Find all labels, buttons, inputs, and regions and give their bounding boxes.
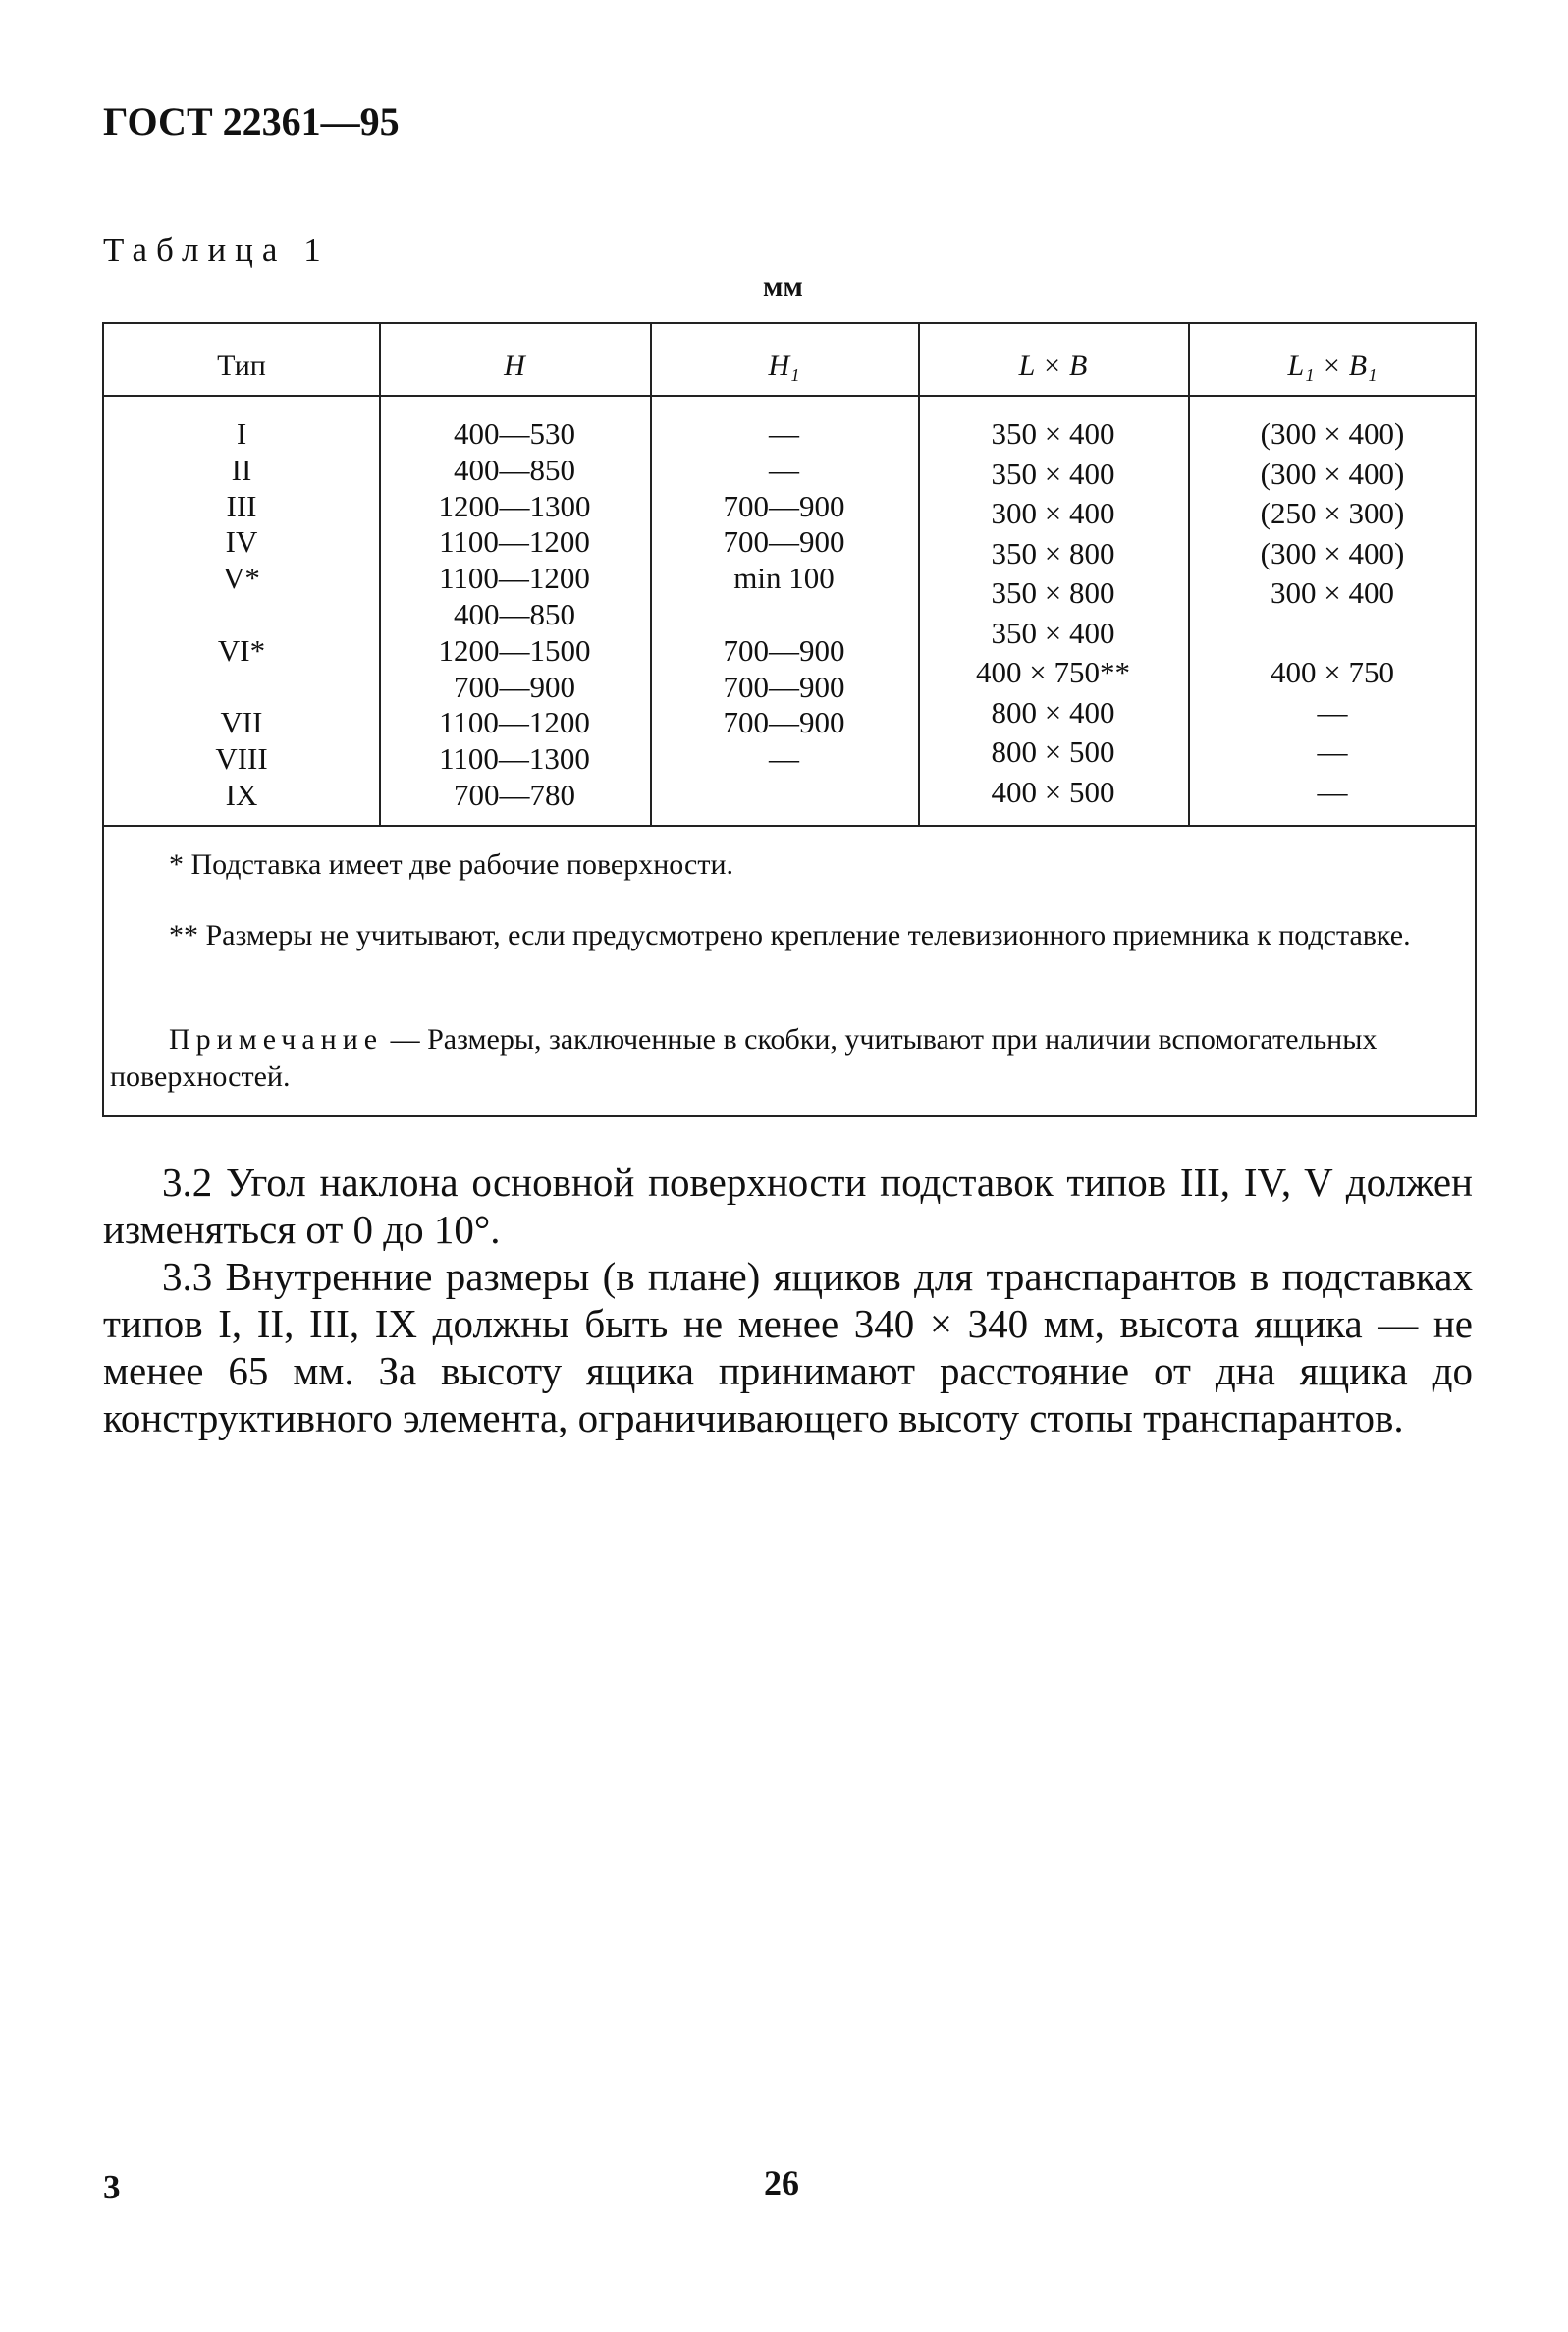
table-cell: 700—900 <box>723 632 845 668</box>
footnote-1: * Подставка имеет две рабочие поверхности. <box>169 848 734 881</box>
table-cell: — <box>1317 774 1348 809</box>
table-cell: 1200—1300 <box>438 488 591 523</box>
body-rule <box>104 825 1475 827</box>
table-cell: 1200—1500 <box>438 632 591 668</box>
table-cell: 1100—1200 <box>439 561 590 596</box>
table-cell: 350 × 800 <box>991 535 1115 570</box>
table-cell: VII <box>220 705 263 740</box>
paragraph-3-3 <box>103 1253 1473 1441</box>
header-type: Тип <box>217 350 266 382</box>
table-cell: min 100 <box>733 561 835 596</box>
header-h1: H₁ <box>768 350 800 382</box>
column-l1b1 <box>1188 414 1477 812</box>
table-cell <box>650 597 918 633</box>
table-cell: 400—850 <box>454 452 575 487</box>
table-cell <box>104 597 379 633</box>
table-cell: VIII <box>215 741 268 777</box>
header-rule <box>104 395 1475 397</box>
table-units: мм <box>763 270 803 302</box>
header-l1b1: L₁ × B₁ <box>1287 350 1378 382</box>
page-number: 26 <box>764 2163 799 2202</box>
table-cell: 1100—1200 <box>439 524 590 560</box>
table-cell: 700—900 <box>723 524 845 560</box>
table-cell: IV <box>225 524 258 560</box>
note-text: — Размеры, заключенные в скобки, учитывают при наличии вспомогательных поверхностей. <box>110 1023 1378 1093</box>
table-cell: 1100—1200 <box>439 705 590 740</box>
table-cell: 700—900 <box>723 669 845 704</box>
table-cell: 400 × 750** <box>976 655 1130 689</box>
paragraph-3-3-text: 3.3 Внутренние размеры (в плане) ящиков для транспарантов в подставках типов I, II, III, IX должны быть не менее 340 × 340 мм, высота ящика — не менее 65 мм. За высоту ящика принимают расстояние от дна ящика до конструктивного элемента, ограничивающего высоту стопы транспарантов. <box>103 1254 1473 1440</box>
table-cell: — <box>1317 694 1348 730</box>
spec-table <box>102 322 1477 1117</box>
table-cell: — <box>769 416 799 451</box>
table-cell: 1100—1300 <box>439 741 590 777</box>
table-cell: 700—900 <box>454 669 575 704</box>
table-cell: 350 × 400 <box>991 456 1115 491</box>
table-cell: 700—780 <box>454 777 575 812</box>
paragraph-3-2 <box>103 1159 1473 1253</box>
document-code: ГОСТ 22361—95 <box>103 99 400 143</box>
table-cell: — <box>769 741 799 777</box>
table-cell: V* <box>223 561 260 596</box>
table-cell: (300 × 400) <box>1260 456 1405 491</box>
table-cell: 400—530 <box>454 416 575 451</box>
table-cell: (300 × 400) <box>1260 416 1405 451</box>
column-h <box>379 416 650 814</box>
table-cell: 400—850 <box>454 596 575 631</box>
table-cell <box>1188 614 1477 654</box>
note-label: Примечание <box>169 1023 384 1056</box>
header-lb: L × B <box>1018 350 1088 382</box>
table-cell: I <box>236 416 247 451</box>
table-cell: 700—900 <box>723 488 845 523</box>
table-cell: — <box>769 452 799 487</box>
table-cell: 300 × 400 <box>1271 575 1394 610</box>
table-cell <box>650 778 918 814</box>
column-lb <box>918 414 1188 812</box>
table-cell: II <box>231 452 252 487</box>
table-cell: VI* <box>217 632 266 668</box>
table-cell <box>104 670 379 706</box>
table-cell: 800 × 500 <box>991 734 1115 769</box>
table-cell: 700—900 <box>723 705 845 740</box>
table-cell: 800 × 400 <box>991 694 1115 730</box>
table-cell: 300 × 400 <box>991 496 1115 530</box>
table-cell: (250 × 300) <box>1260 496 1405 530</box>
table-cell: IX <box>225 777 258 812</box>
header-h: H <box>504 350 525 382</box>
paragraph-3-2-text: 3.2 Угол наклона основной поверхности подставок типов III, IV, V должен изменяться от 0 до 10°. <box>103 1160 1473 1252</box>
table-caption: Таблица 1 <box>103 231 330 269</box>
corner-mark: 3 <box>103 2168 121 2206</box>
table-cell: (300 × 400) <box>1260 535 1405 570</box>
table-cell: 400 × 750 <box>1271 655 1394 689</box>
table-cell: 350 × 400 <box>991 416 1115 451</box>
table-cell: 350 × 800 <box>991 575 1115 610</box>
table-note <box>110 1021 1445 1096</box>
column-h1 <box>650 416 918 814</box>
table-cell: — <box>1317 734 1348 769</box>
table-cell: 350 × 400 <box>991 615 1115 650</box>
table-cell: 400 × 500 <box>991 774 1115 809</box>
footnote-2: ** Размеры не учитывают, если предусмотрено крепление телевизионного приемника к подставке. <box>169 919 1411 951</box>
table-cell: III <box>226 488 257 523</box>
column-type <box>104 416 379 814</box>
